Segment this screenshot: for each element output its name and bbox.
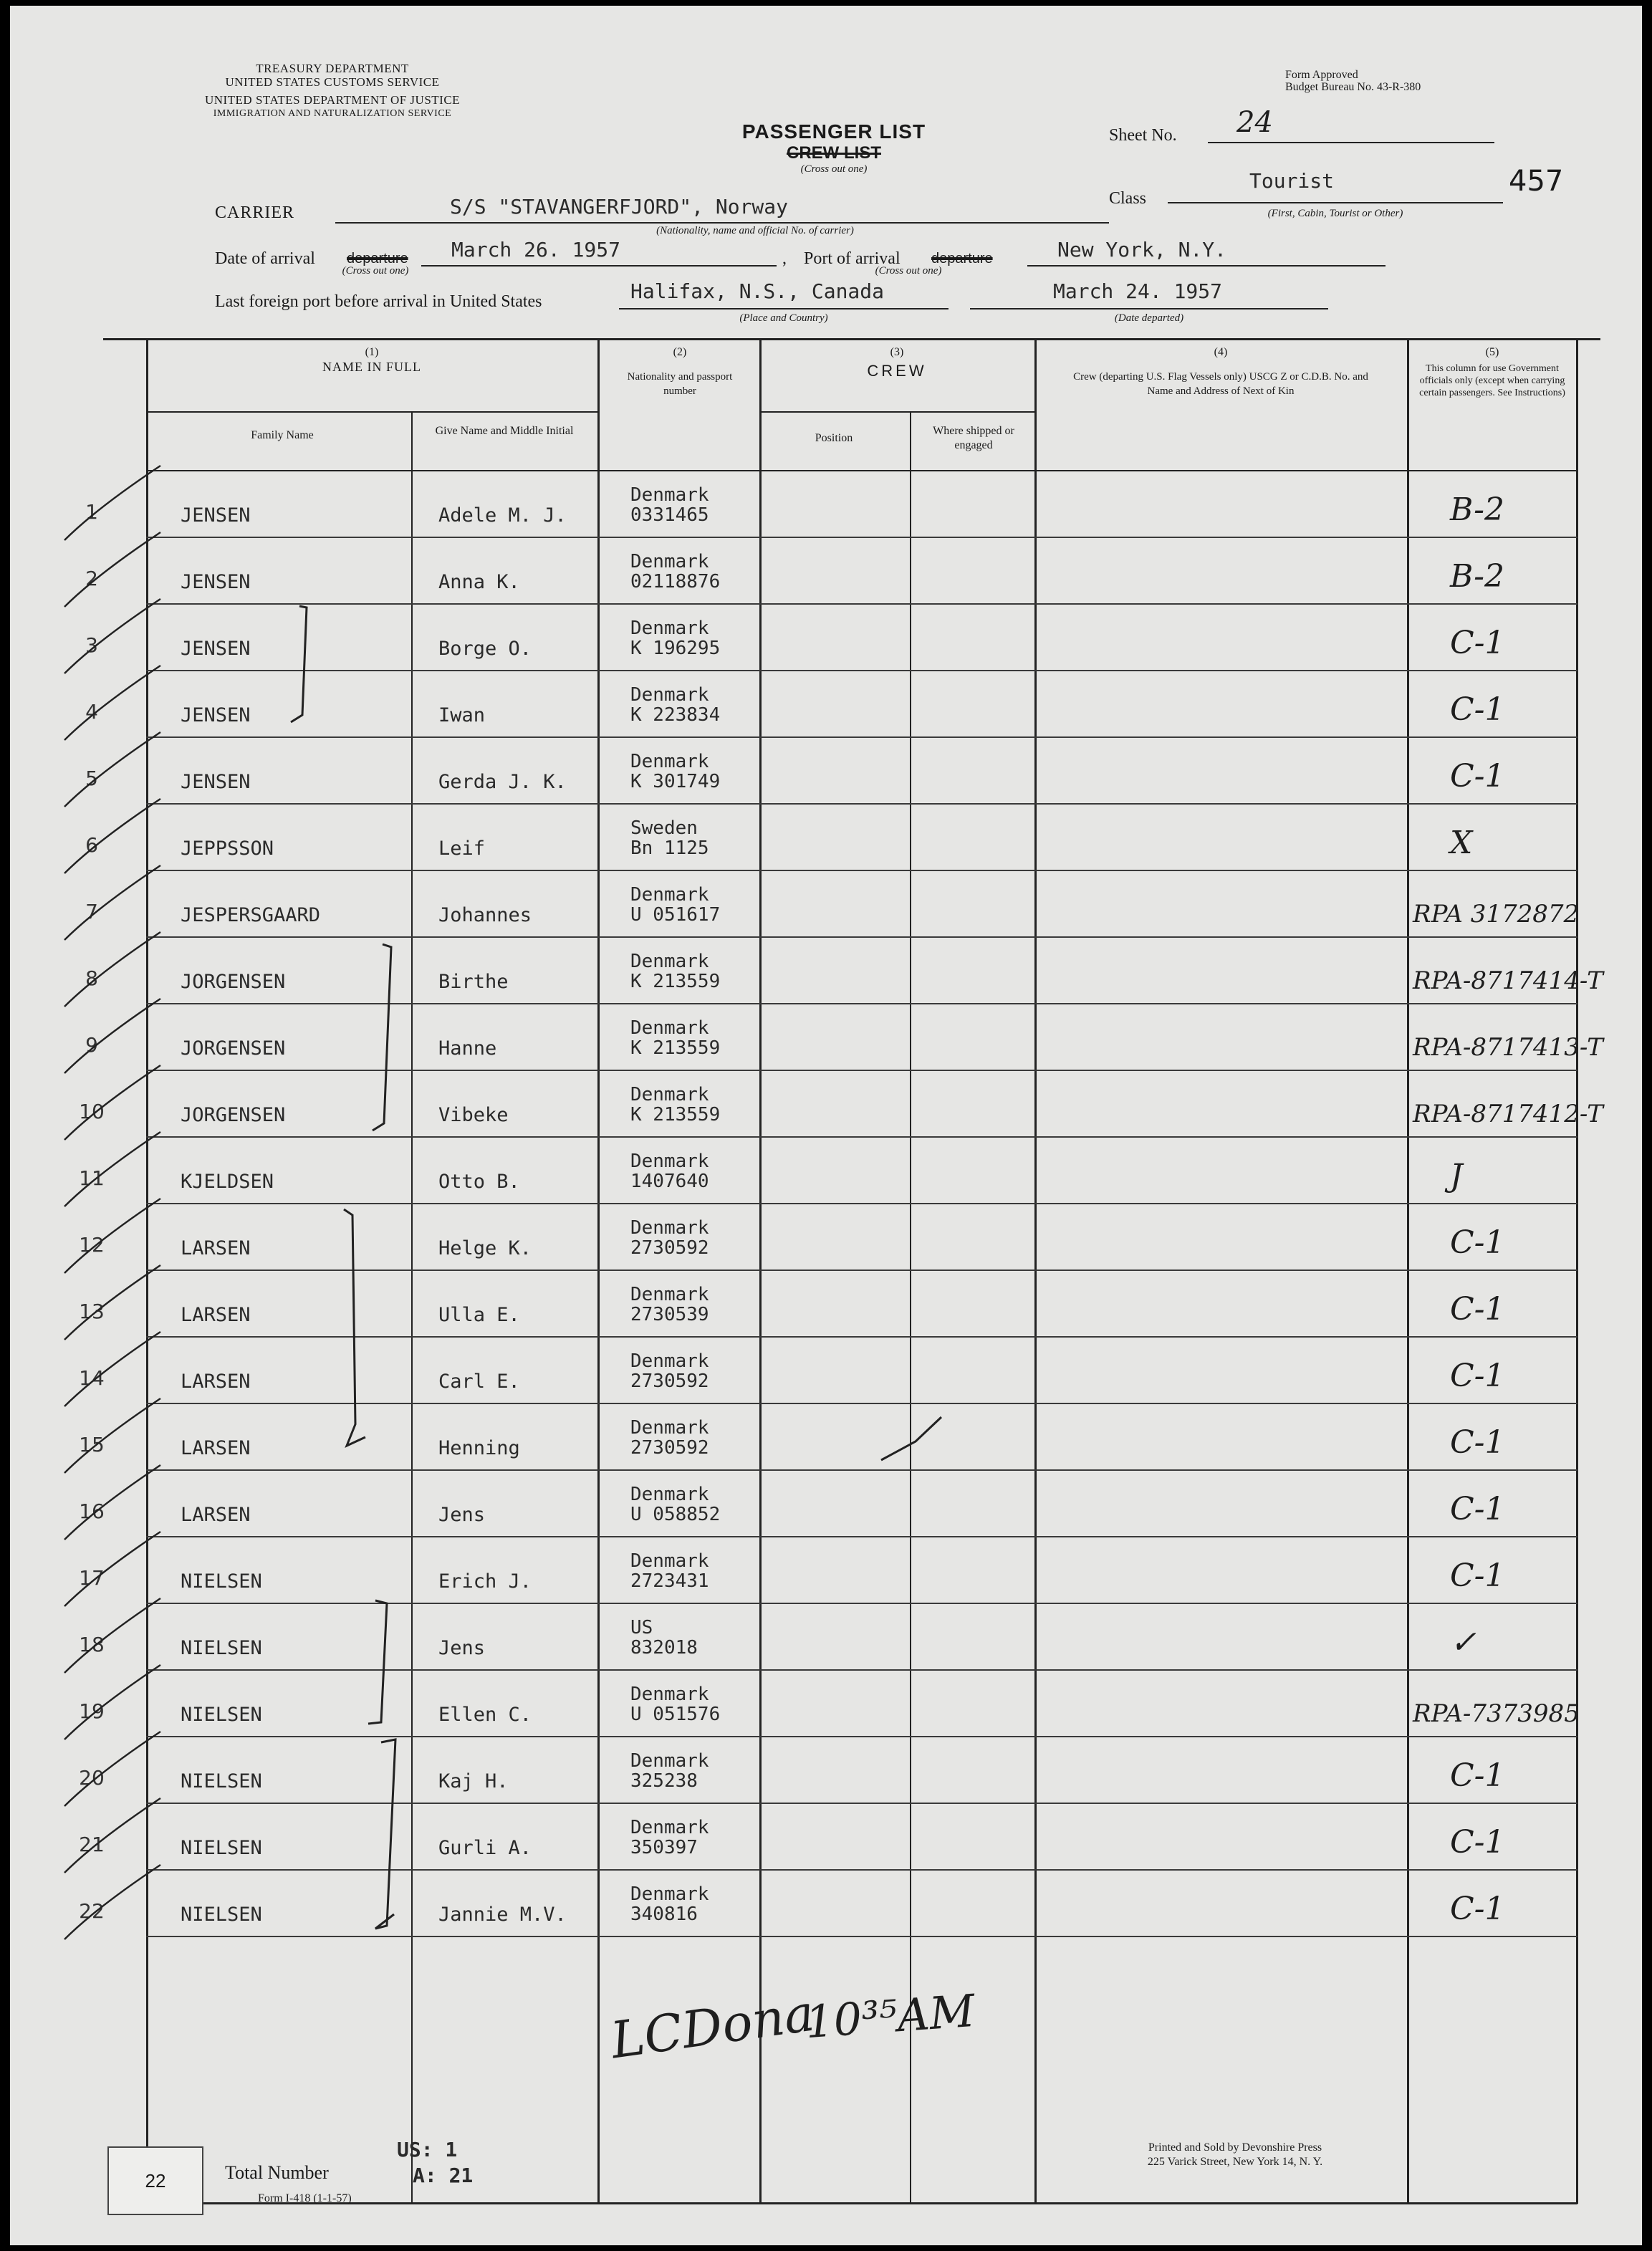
family-name: NIELSEN	[181, 1704, 262, 1726]
official-notation: C-1	[1450, 758, 1505, 795]
form-number: Form I-418 (1-1-57)	[258, 2192, 352, 2204]
port-caption: (Cross out one)	[875, 265, 942, 277]
row-number: 5	[85, 767, 98, 790]
tally-slash	[64, 865, 160, 940]
tally-slash	[64, 599, 160, 673]
official-notation: C-1	[1450, 1358, 1505, 1394]
nationality: Denmark	[630, 884, 709, 906]
passport-number: K 213559	[630, 971, 721, 992]
official-notation: C-1	[1450, 625, 1505, 661]
alien-count: A: 21	[413, 2164, 474, 2187]
nationality: Denmark	[630, 1151, 709, 1172]
signature-time: 10³⁵AM	[803, 1984, 977, 2049]
official-notation: X	[1450, 825, 1473, 861]
passport-number: 340816	[630, 1904, 698, 1925]
passport-number: U 058852	[630, 1504, 721, 1525]
departed-caption: (Date departed)	[1114, 312, 1184, 324]
row-number: 15	[79, 1433, 105, 1456]
nationality: Denmark	[630, 1350, 709, 1372]
bracket-mark	[373, 944, 391, 1131]
col5-title: This column for use Government officials only (except when carrying certain passengers. See Instructions)	[1419, 363, 1565, 398]
passport-number: 02118876	[630, 571, 721, 592]
given-name: Gurli A.	[438, 1837, 532, 1859]
tally-slash	[64, 1332, 160, 1406]
given-name: Birthe	[438, 971, 509, 993]
family-name: NIELSEN	[181, 1570, 262, 1593]
class-caption: (First, Cabin, Tourist or Other)	[1267, 208, 1403, 219]
nationality: US	[630, 1617, 653, 1638]
given-name: Leif	[438, 837, 486, 860]
bracket-mark	[344, 1209, 365, 1446]
tally-slash	[64, 666, 160, 740]
total-box: 22	[107, 2146, 203, 2215]
row-number: 18	[79, 1633, 105, 1656]
nationality: Denmark	[630, 1750, 709, 1772]
tally-slash	[64, 466, 160, 540]
family-name: JORGENSEN	[181, 1104, 286, 1126]
family-name: NIELSEN	[181, 1904, 262, 1926]
row-number: 19	[79, 1699, 105, 1723]
class-label: Class	[1109, 189, 1147, 208]
crew-shipped-header: Where shipped or engaged	[933, 425, 1014, 451]
official-notation: C-1	[1450, 1491, 1505, 1527]
given-name: Jens	[438, 1504, 486, 1526]
check-mark	[881, 1417, 941, 1460]
given-name: Borge O.	[438, 638, 532, 660]
departed-date: March 24. 1957	[1053, 279, 1223, 303]
given-name: Hanne	[438, 1037, 497, 1060]
nationality: Denmark	[630, 1684, 709, 1705]
bracket-mark	[291, 606, 307, 722]
port-label: Port of arrival	[804, 249, 901, 268]
carrier-caption: (Nationality, name and official No. of carrier)	[656, 225, 854, 236]
nationality: Denmark	[630, 1217, 709, 1239]
passport-number: 2730539	[630, 1304, 709, 1325]
tally-slash	[64, 1732, 160, 1806]
agency-ins: IMMIGRATION AND NATURALIZATION SERVICE	[213, 108, 452, 119]
col3-number: (3)	[890, 346, 904, 358]
official-notation: C-1	[1450, 691, 1505, 728]
tally-slash	[64, 932, 160, 1007]
given-name: Ellen C.	[438, 1704, 532, 1726]
passport-number: 2730592	[630, 1371, 709, 1392]
given-name: Erich J.	[438, 1570, 532, 1593]
nationality: Denmark	[630, 484, 709, 506]
family-name: JORGENSEN	[181, 971, 286, 993]
row-number: 9	[85, 1033, 98, 1057]
given-name: Vibeke	[438, 1104, 509, 1126]
official-notation: RPA-8717412-T	[1413, 1100, 1603, 1128]
official-notation: B-2	[1450, 558, 1505, 595]
col5-number: (5)	[1485, 346, 1499, 358]
official-notation: B-2	[1450, 491, 1505, 528]
passport-number: K 196295	[630, 638, 721, 659]
official-notation: C-1	[1450, 1224, 1505, 1261]
row-number: 2	[85, 567, 98, 590]
official-notation: C-1	[1450, 1757, 1505, 1794]
passport-number: 2730592	[630, 1437, 709, 1459]
passport-number: K 223834	[630, 704, 721, 726]
passport-number: K 213559	[630, 1037, 721, 1059]
row-number: 4	[85, 700, 98, 724]
family-name: JENSEN	[181, 638, 251, 660]
arrival-struck: departure	[347, 251, 408, 267]
given-name: Kaj H.	[438, 1770, 509, 1792]
official-notation: C-1	[1450, 1424, 1505, 1461]
form-approved: Form Approved	[1285, 69, 1358, 81]
nationality: Denmark	[630, 551, 709, 572]
given-name: Johannes	[438, 904, 532, 926]
given-name: Gerda J. K.	[438, 771, 567, 793]
sheet-number: 24	[1236, 106, 1273, 139]
family-name: JESPERSGAARD	[181, 904, 321, 926]
given-name: Jens	[438, 1637, 486, 1659]
inspector-signature: LCDona	[607, 1983, 818, 2070]
family-name: LARSEN	[181, 1371, 251, 1393]
passenger-list-sheet: TREASURY DEPARTMENT UNITED STATES CUSTOMS SERVICE UNITED STATES DEPARTMENT OF JUSTICE IMMIGRATION AND NATURALIZATION SERVICE PASSENGER LIST CREW LIST (Cross out one) Form Approved Budget Bureau No. 43-R-380 Sheet No. 24 457 Class Tourist (First, Cabin, Tourist or Other) CARRIER S/S "STAVANGERFJORD", Norway (Nationality, name and official No. of carrier) Date of arrival departure (Cross out one) March 26. 1957 , Port of arrival departure (Cross out one) New York, N.Y. Last foreign port before arrival in United States Halifax, N.S., Canada (Place and Country) March 24. 1957 (Date departed) (1) NAME IN FULL Family Name Give Name and Middle Initial (2) Nationality and passport number (3) CREW Position Where shipped or engaged (4) Crew (departing U.S. Flag Vessels only) USCG Z or C.D.B. No. and Name and Address of Next of Kin (5) This column for use Government officials only (except when carrying certain passengers. See Instructions) 1 JENSEN Adele M. J. Denmark 0331465 B-2 2 JENSEN Anna K. Denmark 02118876 B-2 3 JENSEN Borge O. Denmark K 196295 C-1 4 JENSEN Iwan Denmark K 223834 C-1 5 JENSEN Gerda J. K. Denmark K 301749 C-1 6 JEPPSSON Leif Sweden Bn 1125 X 7 JESPERSGAARD Johannes Denmark U 051617 RPA 3172872 8 JORGENSEN Birthe Denmark K 213559 RPA-8717414-T 9 JORGENSEN Hanne Denmark K 213559 RPA-8717413-T 10 JORGENSEN Vibeke Denmark K 213559 RPA-8717412-T 11 KJELDSEN Otto B. Denmark 1407640 J 12 LARSEN Helge K. Denmark 2730592 C-1 13 LARSEN Ulla E. Denmark 2730539 C-1 14 LARSEN Carl E. Denmark 2730592 C-1 15 LARSEN Henning Denmark 2730592 C-1 16 LARSEN Jens Denmark U 058852 C-1 17 NIELSEN Erich J. Denmark 2723431 C-1 18 NIELSEN Jens US 832018 ✓ 19 NIELSEN Ellen C. Denmark U 051576 RPA-7373985 20 NIELSEN Kaj H. Denmark 325238 C-1 21 NIELSEN Gurli A. Denmark 350397 C-1 22 NIELSEN Jannie M.V. Denmark 340816 C-1 LCDona 10³⁵AM 22 Total Number Form I-418 (1-1-57) US: 1 A: 21 Printed and Sold by Devonshire Press 225 Varick Street, New York 14, N. Y.	[10, 6, 1642, 2245]
nationality: Denmark	[630, 1084, 709, 1105]
us-count: US: 1	[397, 2138, 458, 2161]
passport-number: 832018	[630, 1637, 698, 1659]
passport-number: Bn 1125	[630, 837, 709, 859]
nationality: Denmark	[630, 951, 709, 972]
row-number: 12	[79, 1233, 105, 1257]
tally-slash	[64, 1265, 160, 1340]
tally-slash	[64, 799, 160, 873]
passport-number: 2723431	[630, 1570, 709, 1592]
col3-title: CREW	[867, 362, 927, 380]
carrier-value: S/S "STAVANGERFJORD", Norway	[450, 195, 789, 219]
nationality: Denmark	[630, 751, 709, 772]
family-name: NIELSEN	[181, 1770, 262, 1792]
official-notation: J	[1450, 1158, 1463, 1194]
official-notation: C-1	[1450, 1558, 1505, 1594]
official-notation: C-1	[1450, 1824, 1505, 1861]
official-notation: C-1	[1450, 1291, 1505, 1328]
given-name: Ulla E.	[438, 1304, 520, 1326]
passport-number: K 213559	[630, 1104, 721, 1126]
family-name: NIELSEN	[181, 1637, 262, 1659]
official-notation: C-1	[1450, 1891, 1505, 1927]
tally-slash	[64, 1532, 160, 1606]
family-name: JENSEN	[181, 704, 251, 726]
passport-number: 350397	[630, 1837, 698, 1858]
given-name: Henning	[438, 1437, 520, 1459]
tally-slash	[64, 999, 160, 1073]
agency-treasury: TREASURY DEPARTMENT	[256, 62, 409, 75]
given-name: Helge K.	[438, 1237, 532, 1259]
handwritten-marks	[10, 6, 1642, 2245]
row-number: 13	[79, 1300, 105, 1323]
given-name-header: Give Name and Middle Initial	[435, 425, 574, 437]
row-number: 22	[79, 1899, 105, 1923]
given-name: Jannie M.V.	[438, 1904, 567, 1926]
col1-number: (1)	[365, 346, 379, 358]
bracket-mark	[368, 1600, 387, 1724]
official-notation: RPA 3172872	[1413, 900, 1580, 928]
official-notation: ✓	[1450, 1624, 1476, 1661]
col4-title: Crew (departing U.S. Flag Vessels only) USCG Z or C.D.B. No. and Name and Address of Next of Kin	[1073, 371, 1368, 397]
nationality: Denmark	[630, 1817, 709, 1838]
row-number: 16	[79, 1499, 105, 1523]
col2-title: Nationality and passport number	[627, 371, 733, 397]
nationality: Denmark	[630, 1484, 709, 1505]
tally-slash	[64, 1132, 160, 1206]
tally-slash	[64, 1865, 160, 1939]
tally-slash	[64, 1798, 160, 1873]
total-label: Total Number	[225, 2162, 329, 2183]
given-name: Anna K.	[438, 571, 520, 593]
family-name-header: Family Name	[251, 429, 314, 441]
tally-slash	[64, 1665, 160, 1739]
nationality: Denmark	[630, 1417, 709, 1439]
row-number: 6	[85, 833, 98, 857]
row-number: 3	[85, 633, 98, 657]
given-name: Otto B.	[438, 1171, 520, 1193]
row-number: 14	[79, 1366, 105, 1390]
passport-number: K 301749	[630, 771, 721, 792]
printer-line1: Printed and Sold by Devonshire Press	[1148, 2141, 1322, 2154]
passport-number: 325238	[630, 1770, 698, 1792]
carrier-label: CARRIER	[215, 203, 295, 222]
tally-slash	[64, 532, 160, 607]
page-number: 457	[1509, 165, 1564, 198]
official-notation: RPA-8717414-T	[1413, 966, 1603, 995]
row-number: 21	[79, 1833, 105, 1856]
official-notation: RPA-8717413-T	[1413, 1033, 1603, 1062]
family-name: LARSEN	[181, 1237, 251, 1259]
printer-line2: 225 Varick Street, New York 14, N. Y.	[1147, 2156, 1323, 2168]
passport-number: U 051576	[630, 1704, 721, 1725]
row-number: 10	[79, 1100, 105, 1123]
passport-number: 1407640	[630, 1171, 709, 1192]
agency-customs: UNITED STATES CUSTOMS SERVICE	[225, 75, 440, 89]
family-name: LARSEN	[181, 1504, 251, 1526]
arrival-caption: (Cross out one)	[342, 265, 409, 277]
agency-justice: UNITED STATES DEPARTMENT OF JUSTICE	[204, 93, 461, 107]
lastport-label: Last foreign port before arrival in United States	[215, 292, 542, 311]
family-name: LARSEN	[181, 1304, 251, 1326]
nationality: Denmark	[630, 1550, 709, 1572]
nationality: Sweden	[630, 817, 698, 839]
tally-slash	[64, 732, 160, 807]
official-notation: RPA-7373985	[1413, 1699, 1580, 1728]
family-name: LARSEN	[181, 1437, 251, 1459]
port-struck: departure	[931, 251, 993, 267]
form-title: PASSENGER LIST	[741, 120, 926, 143]
port-value: New York, N.Y.	[1057, 238, 1227, 261]
tally-slash	[64, 1398, 160, 1473]
row-number: 11	[79, 1166, 105, 1190]
row-number: 8	[85, 966, 98, 990]
given-name: Adele M. J.	[438, 504, 567, 527]
given-name: Carl E.	[438, 1371, 520, 1393]
title-cross-caption: (Cross out one)	[800, 163, 868, 175]
bracket-mark	[375, 1739, 395, 1929]
lastport-caption: (Place and Country)	[739, 312, 828, 324]
family-name: JENSEN	[181, 504, 251, 527]
nationality: Denmark	[630, 1883, 709, 1905]
sheet-label: Sheet No.	[1109, 126, 1177, 145]
given-name: Iwan	[438, 704, 486, 726]
nationality: Denmark	[630, 1284, 709, 1305]
family-name: JENSEN	[181, 771, 251, 793]
tally-slash	[64, 1199, 160, 1273]
crew-position-header: Position	[815, 432, 853, 444]
form-title-struck: CREW LIST	[787, 143, 881, 163]
passport-number: 0331465	[630, 504, 709, 526]
arrival-date: March 26. 1957	[451, 238, 621, 261]
col4-number: (4)	[1214, 346, 1228, 358]
nationality: Denmark	[630, 684, 709, 706]
nationality: Denmark	[630, 1017, 709, 1039]
row-number: 17	[79, 1566, 105, 1590]
col2-number: (2)	[673, 346, 687, 358]
lastport-value: Halifax, N.S., Canada	[630, 279, 885, 303]
passport-number: 2730592	[630, 1237, 709, 1259]
family-name: JENSEN	[181, 571, 251, 593]
col1-title: NAME IN FULL	[322, 360, 421, 374]
tally-slash	[64, 1598, 160, 1673]
class-value: Tourist	[1249, 169, 1335, 193]
row-number: 20	[79, 1766, 105, 1790]
family-name: NIELSEN	[181, 1837, 262, 1859]
tally-slash	[64, 1465, 160, 1540]
row-number: 7	[85, 900, 98, 923]
nationality: Denmark	[630, 618, 709, 639]
family-name: JORGENSEN	[181, 1037, 286, 1060]
passport-number: U 051617	[630, 904, 721, 926]
tally-slash	[64, 1065, 160, 1140]
arrival-label: Date of arrival	[215, 249, 315, 268]
budget-bureau: Budget Bureau No. 43-R-380	[1285, 81, 1421, 93]
row-number: 1	[85, 500, 98, 524]
family-name: KJELDSEN	[181, 1171, 274, 1193]
family-name: JEPPSSON	[181, 837, 274, 860]
